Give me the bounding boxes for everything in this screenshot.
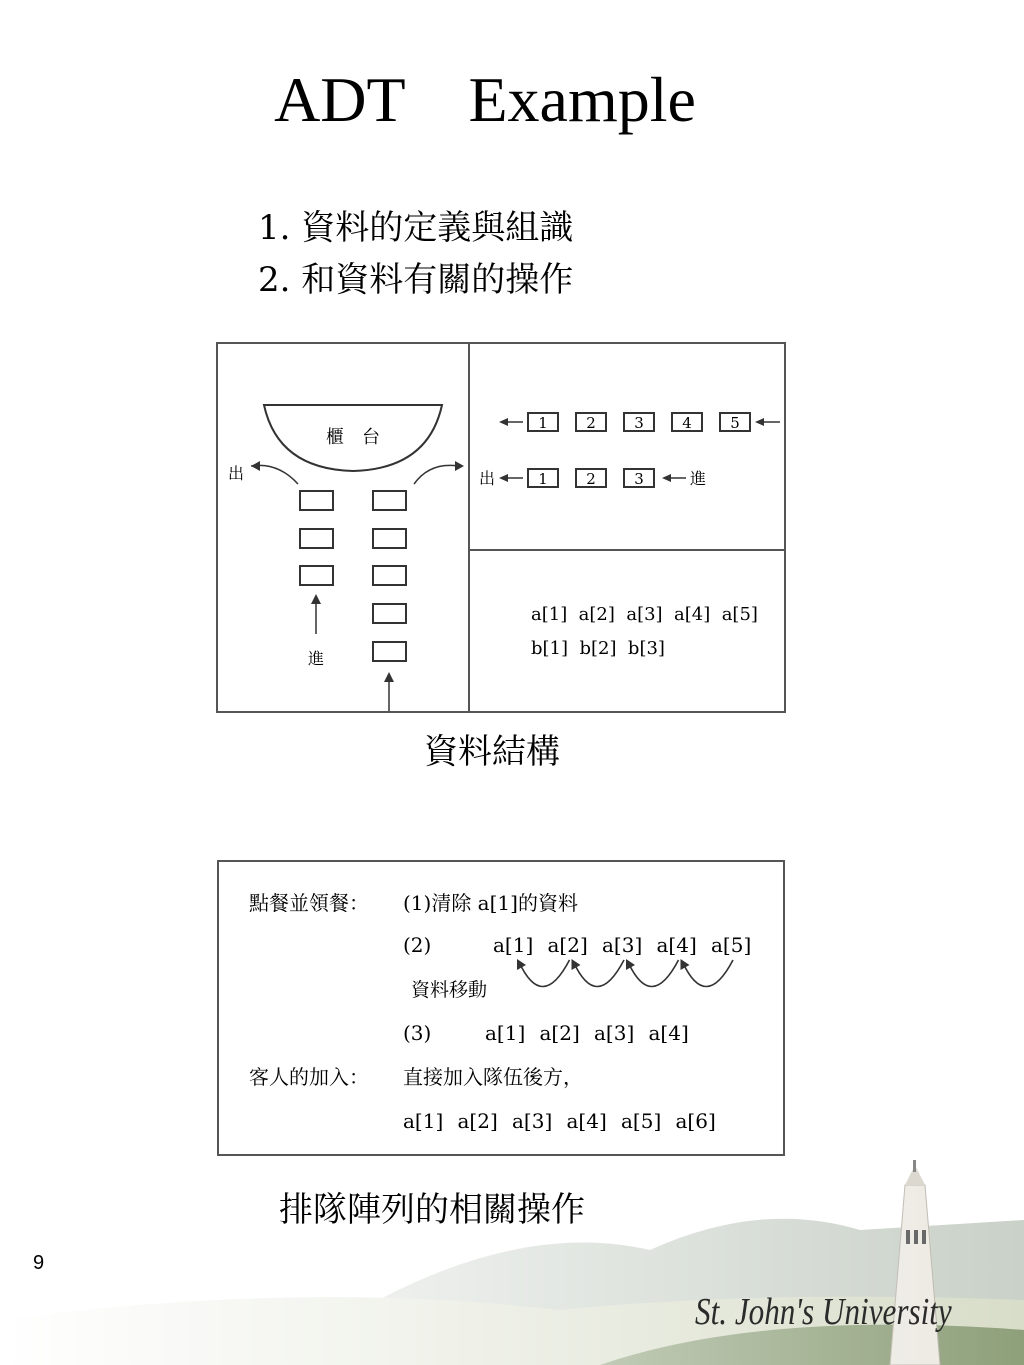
university-logo-text: St. John's University [695,1291,952,1333]
array-element: a[1] [493,933,534,957]
clear-step: (1)清除 a[1]的資料 [403,891,578,915]
move-label: 資料移動 [411,979,488,1001]
shift-arc [574,960,625,987]
figure2-caption: 排隊陣列的相關操作 [279,1190,585,1230]
data-structure-diagram [218,344,784,711]
join-label: 客人的加入： [249,1065,369,1089]
queue-box-number: 2 [586,470,596,488]
array-b: b[1] b[2] b[3] [531,638,665,659]
person-box [373,491,406,510]
figure1-caption: 資料結構 [424,732,560,772]
queue-box-number: 3 [634,470,644,488]
queue-operations-figure [217,860,785,1156]
array-element: a[1] [403,1109,444,1133]
shift-arc [683,960,734,987]
queue-box-number: 1 [538,470,548,488]
slide-title: ADT Example [274,64,696,135]
shift-arc [628,960,679,987]
array-element: a[2] [547,933,588,957]
enter-label-right: 進 [690,469,707,488]
person-box [373,604,406,623]
array-a: a[1] a[2] a[3] a[4] a[5] [531,604,758,625]
array-element: a[3] [594,1021,635,1045]
array-element: a[6] [675,1109,716,1133]
array-element: a[2] [539,1021,580,1045]
join-text: 直接加入隊伍後方， [403,1065,583,1089]
queue-operations-diagram [219,862,783,1154]
array-element: a[2] [457,1109,498,1133]
bullet-item: 2. 和資料有關的操作 [258,260,574,300]
order-label: 點餐並領餐： [249,891,369,915]
queue-box-number: 5 [730,414,740,432]
array-element: a[3] [602,933,643,957]
queue-box-number: 3 [634,414,644,432]
counter-label: 櫃 台 [326,427,380,448]
array-element: a[4] [566,1109,607,1133]
array-element: a[5] [621,1109,662,1133]
array-element: a[5] [711,933,752,957]
page-number: 9 [33,1252,45,1274]
person-box [300,529,333,548]
data-structure-figure [216,342,786,713]
exit-label-left: 出 [228,464,245,483]
bullet-item: 1. 資料的定義與組識 [258,208,574,248]
person-box [373,566,406,585]
person-box [373,529,406,548]
bullet-list [258,202,573,306]
person-box [300,566,333,585]
enter-label-left: 進 [308,649,325,668]
shift-step: (3) [403,1021,432,1045]
shift-arc [519,960,570,987]
array-element: a[1] [485,1021,526,1045]
exit-label-right: 出 [479,469,496,488]
queue-box-number: 2 [586,414,596,432]
person-box [300,491,333,510]
move-step: (2) [403,933,432,957]
array-element: a[4] [656,933,697,957]
person-box [373,642,406,661]
queue-box-number: 1 [538,414,548,432]
queue-box-number: 4 [682,414,692,432]
array-element: a[4] [648,1021,689,1045]
array-element: a[3] [512,1109,553,1133]
